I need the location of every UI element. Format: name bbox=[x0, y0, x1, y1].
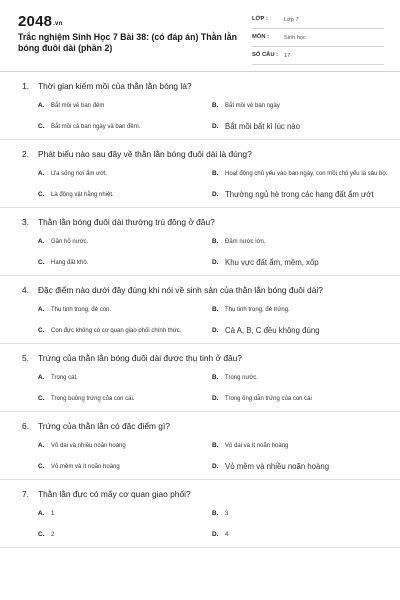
question-number: 4. bbox=[22, 285, 29, 295]
question-text: Trứng của thằn lằn có đặc điểm gì? bbox=[38, 421, 170, 431]
question-number: 3. bbox=[22, 217, 29, 227]
answer-letter: B. bbox=[212, 306, 219, 313]
answer-option[interactable] bbox=[212, 367, 400, 388]
answer-option[interactable] bbox=[212, 299, 400, 320]
answer-letter: D. bbox=[212, 395, 219, 402]
answer-option[interactable] bbox=[38, 95, 212, 116]
question-list bbox=[0, 72, 400, 548]
answer-options bbox=[0, 231, 400, 275]
page-header bbox=[0, 0, 400, 64]
answer-text: Trong buồng trứng của con cái. bbox=[51, 395, 135, 402]
question-number: 5. bbox=[22, 353, 29, 363]
answer-letter: A. bbox=[38, 170, 45, 177]
answer-options bbox=[0, 163, 400, 207]
answer-letter: C. bbox=[38, 395, 45, 402]
answer-letter: A. bbox=[38, 442, 45, 449]
meta-count-value: 17 bbox=[284, 53, 291, 59]
question-text: Thằn lằn bóng đuôi dài thường trú đông ở đâu? bbox=[38, 217, 215, 227]
answer-letter: D. bbox=[212, 531, 219, 538]
answer-options bbox=[0, 503, 400, 547]
answer-text: 4 bbox=[225, 531, 229, 538]
answer-letter: B. bbox=[212, 238, 219, 245]
answer-option[interactable] bbox=[38, 503, 212, 524]
answer-text: 1 bbox=[51, 510, 55, 517]
answer-option[interactable] bbox=[212, 231, 400, 252]
meta-subject-row bbox=[252, 32, 384, 47]
question-text: Đặc điểm nào dưới đây đúng khi nói về sinh sản của thằn lằn bóng đuôi dài? bbox=[38, 285, 323, 295]
answer-option[interactable] bbox=[38, 367, 212, 388]
answer-letter: D. bbox=[212, 463, 219, 470]
answer-option[interactable] bbox=[38, 388, 212, 409]
answer-letter: D. bbox=[212, 259, 219, 266]
question-text: Phát biểu nào sau đây về thằn lằn bóng đuôi dài là đúng? bbox=[38, 149, 252, 159]
question-number: 2. bbox=[22, 149, 29, 159]
exam-meta bbox=[252, 14, 384, 68]
meta-count-row bbox=[252, 50, 384, 65]
answer-option[interactable] bbox=[212, 116, 400, 137]
answer-text: Vỏ mềm và nhiều noãn hoàng bbox=[225, 461, 330, 471]
answer-letter: D. bbox=[212, 191, 219, 198]
answer-text: Bắt mồi bất kì lúc nào bbox=[225, 121, 300, 131]
meta-class-label: LỚP : bbox=[252, 16, 268, 22]
answer-text: Đầm nước lớn. bbox=[225, 238, 266, 245]
answer-option[interactable] bbox=[38, 435, 212, 456]
answer-option[interactable] bbox=[212, 456, 400, 477]
answer-letter: C. bbox=[38, 531, 45, 538]
answer-text: Vỏ dai và nhiều noãn hoàng bbox=[51, 442, 126, 449]
answer-text: 3 bbox=[225, 510, 229, 517]
question-number: 7. bbox=[22, 489, 29, 499]
meta-class-row bbox=[252, 14, 384, 29]
answer-option[interactable] bbox=[212, 95, 400, 116]
answer-letter: B. bbox=[212, 170, 219, 177]
answer-option[interactable] bbox=[38, 524, 212, 545]
answer-options bbox=[0, 435, 400, 479]
answer-text: Thường ngủ hè trong các hang đất ẩm ướt bbox=[225, 189, 374, 199]
answer-text: Khu vực đất ẩm, mềm, xốp bbox=[225, 257, 319, 267]
answer-letter: A. bbox=[38, 102, 45, 109]
answer-letter: B. bbox=[212, 102, 219, 109]
answer-text: Thụ tinh trong, đẻ trứng. bbox=[225, 306, 290, 313]
question-text: Trứng của thằn lằn bóng đuôi dài được thụ tinh ở đâu? bbox=[38, 353, 242, 363]
question-7 bbox=[0, 480, 400, 548]
answer-letter: B. bbox=[212, 442, 219, 449]
question-text: Thời gian kiếm mồi của thằn lằn bóng là? bbox=[38, 81, 192, 91]
logo-text: 2048 bbox=[18, 13, 53, 30]
answer-option[interactable] bbox=[38, 252, 212, 273]
answer-option[interactable] bbox=[38, 231, 212, 252]
answer-option[interactable] bbox=[212, 435, 400, 456]
answer-text: Bắt mồi về ban ngày bbox=[225, 102, 280, 109]
answer-option[interactable] bbox=[212, 524, 400, 545]
meta-class-value: Lớp 7 bbox=[284, 17, 299, 23]
logo-suffix: .vn bbox=[53, 21, 63, 27]
answer-option[interactable] bbox=[38, 163, 212, 184]
answer-text: Vỏ dai và ít noãn hoàng bbox=[225, 442, 289, 449]
answer-option[interactable] bbox=[212, 320, 400, 341]
meta-subject-label: MÔN : bbox=[252, 34, 270, 40]
answer-letter: C. bbox=[38, 463, 45, 470]
answer-options bbox=[0, 95, 400, 139]
answer-text: Hoạt động chủ yếu vào ban ngày, con mồi chủ yếu là sâu bọ. bbox=[225, 170, 388, 177]
question-5 bbox=[0, 344, 400, 412]
answer-text: Vỏ mềm và ít noãn hoàng bbox=[51, 463, 120, 470]
answer-option[interactable] bbox=[38, 184, 212, 205]
answer-options bbox=[0, 367, 400, 411]
answer-text: Cả A, B, C đều không đúng bbox=[225, 325, 320, 335]
answer-letter: A. bbox=[38, 238, 45, 245]
answer-text: Trong cát. bbox=[51, 374, 78, 381]
answer-letter: B. bbox=[212, 510, 219, 517]
answer-option[interactable] bbox=[212, 252, 400, 273]
answer-option[interactable] bbox=[38, 116, 212, 137]
question-text: Thằn lằn đực có mấy cơ quan giao phối? bbox=[38, 489, 191, 499]
question-6 bbox=[0, 412, 400, 480]
answer-letter: B. bbox=[212, 374, 219, 381]
answer-text: Là động vật hằng nhiệt. bbox=[51, 191, 114, 198]
answer-options bbox=[0, 299, 400, 343]
page-title: Trắc nghiệm Sinh Học 7 Bài 38: (có đáp án) Thằn lằn bóng đuôi dài (phần 2) bbox=[18, 32, 237, 53]
answer-option[interactable] bbox=[212, 184, 400, 205]
answer-text: Gần hồ nước. bbox=[51, 238, 89, 245]
answer-letter: C. bbox=[38, 327, 45, 334]
answer-letter: C. bbox=[38, 191, 45, 198]
answer-text: Bắt mồi về ban đêm bbox=[51, 102, 105, 109]
answer-letter: C. bbox=[38, 259, 45, 266]
answer-option[interactable] bbox=[212, 163, 400, 184]
answer-text: Trong ống dẫn trứng của con cái bbox=[225, 395, 312, 402]
answer-letter: C. bbox=[38, 123, 45, 130]
answer-text: Ưa sống nơi ẩm ướt. bbox=[51, 170, 108, 177]
answer-letter: D. bbox=[212, 327, 219, 334]
question-2 bbox=[0, 140, 400, 208]
answer-letter: A. bbox=[38, 510, 45, 517]
answer-text: Bắt mồi cả ban ngày và ban đêm. bbox=[51, 123, 141, 130]
question-number: 1. bbox=[22, 81, 29, 91]
answer-letter: D. bbox=[212, 123, 219, 130]
question-1 bbox=[0, 72, 400, 140]
question-number: 6. bbox=[22, 421, 29, 431]
answer-letter: A. bbox=[38, 306, 45, 313]
answer-text: Trong nước. bbox=[225, 374, 259, 381]
answer-text: 2 bbox=[51, 531, 55, 538]
answer-letter: A. bbox=[38, 374, 45, 381]
meta-subject-value: Sinh học bbox=[284, 35, 306, 41]
answer-option[interactable] bbox=[212, 388, 400, 409]
answer-text: Hang đất khô. bbox=[51, 259, 89, 266]
question-4 bbox=[0, 276, 400, 344]
answer-text: Thụ tinh trong, đẻ con. bbox=[51, 306, 112, 313]
answer-option[interactable] bbox=[38, 299, 212, 320]
answer-option[interactable] bbox=[38, 320, 212, 341]
answer-text: Con đực không có cơ quan giao phối chính thức. bbox=[51, 327, 182, 334]
site-logo[interactable] bbox=[18, 13, 62, 30]
meta-count-label: SỐ CÂU : bbox=[252, 52, 279, 58]
question-3 bbox=[0, 208, 400, 276]
answer-option[interactable] bbox=[38, 456, 212, 477]
answer-option[interactable] bbox=[212, 503, 400, 524]
